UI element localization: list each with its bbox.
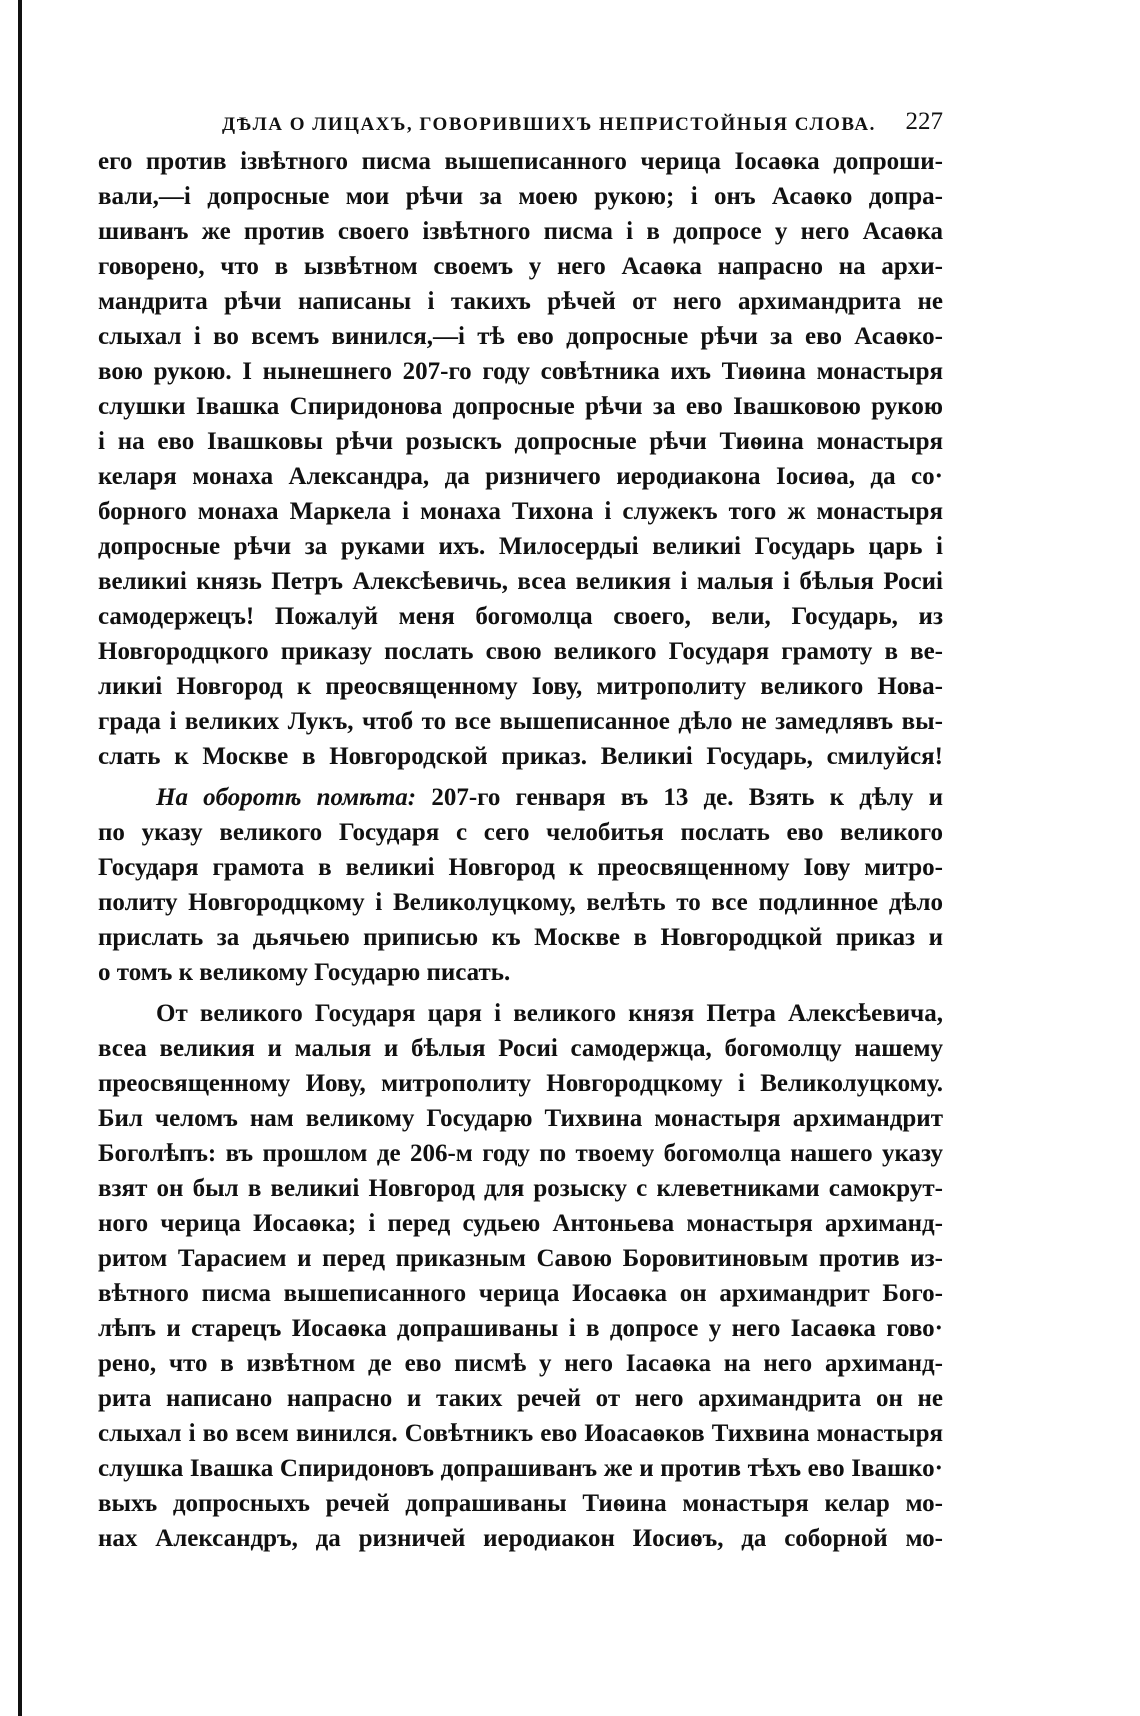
endorsement-label: На оборотѣ помѣта: xyxy=(156,784,417,811)
paragraph-1 xyxy=(98,144,943,774)
page-number: 227 xyxy=(905,108,943,135)
page-header xyxy=(98,108,943,144)
text-line: великиі князь Петръ Алексѣевичь, всеа великия і малыя і бѣлыя Росиі xyxy=(98,568,943,595)
paragraph-2-endorsement xyxy=(98,780,943,990)
page-body xyxy=(98,144,943,1556)
page-edge-rule xyxy=(18,0,22,1716)
text-line: о томъ к великому Государю писать. xyxy=(98,959,511,986)
text-line: слыхал і во всемъ винился,—і тѣ ево допросные рѣчи за ево Асаѳко- xyxy=(98,323,943,350)
text-line xyxy=(98,780,943,815)
text-line: ликиі Новгород к преосвященному Іову, митрополиту великого Нова- xyxy=(98,673,943,700)
text-line: ритом Тарасием и перед приказным Савою Боровитиновым против из- xyxy=(98,1245,943,1272)
book-page xyxy=(98,108,943,1556)
paragraph-3 xyxy=(98,996,943,1556)
text-line: і на ево Івашковы рѣчи розыскъ допросные рѣчи Тиѳина монастыря xyxy=(98,428,943,455)
text-line: взят он был в великиі Новгород для розыску с клеветниками самокрут- xyxy=(98,1175,943,1202)
text-line: допросные рѣчи за руками ихъ. Милосердыі великиі Государь царь і xyxy=(98,533,943,560)
text-line: всеа великия и малыя и бѣлыя Росиі самодержца, богомолцу нашему xyxy=(98,1035,943,1062)
text-line: вѣтного писма вышеписанного черица Иосаѳка он архимандрит Бого- xyxy=(98,1280,943,1307)
text-line: рено, что в извѣтном де ево писмѣ у него Іасаѳка на него архиманд- xyxy=(98,1350,943,1377)
text-line: слать к Москве в Новгородской приказ. Великиі Государь, смилуйся! xyxy=(98,743,943,770)
text-line: говорено, что в ызвѣтном своемъ у него Асаѳка напрасно на архи- xyxy=(98,253,943,280)
text-line: От великого Государя царя і великого князя Петра Алексѣевича, xyxy=(156,1000,943,1027)
text-line: града і великих Лукъ, чтоб то все вышеписанное дѣло не замедлявъ вы- xyxy=(98,708,943,735)
text-line: Новгородцкого приказу послать свою великого Государя грамоту в ве- xyxy=(98,638,943,665)
text-line: Государя грамота в великиі Новгород к преосвященному Іову митро- xyxy=(98,854,943,881)
running-head: ДѢЛА О ЛИЦАХЪ, ГОВОРИВШИХЪ НЕПРИСТОЙНЫЯ СЛОВА. xyxy=(222,114,876,135)
endorsement-text: 207-го генваря въ 13 де. Взять к дѣлу и xyxy=(431,784,943,811)
text-line: выхъ допросныхъ речей допрашиваны Тиѳина монастыря келар мо- xyxy=(98,1490,943,1517)
text-line: шиванъ же против своего ізвѣтного писма і в допросе у него Асаѳка xyxy=(98,218,943,245)
text-line: слушки Івашка Спиридонова допросные рѣчи за ево Івашковою рукою xyxy=(98,393,943,420)
text-line: преосвященному Иову, митрополиту Новгородцкому і Великолуцкому. xyxy=(98,1070,943,1097)
text-line: по указу великого Государя с сего челобитья послать ево великого xyxy=(98,819,943,846)
text-line: вою рукою. І нынешнего 207-го году совѣтника ихъ Тиѳина монастыря xyxy=(98,358,943,385)
text-line: слыхал і во всем винился. Совѣтникъ ево Иоасаѳков Тихвина монастыря xyxy=(98,1420,943,1447)
text-line: слушка Івашка Спиридоновъ допрашиванъ же и против тѣхъ ево Івашко· xyxy=(98,1455,943,1482)
text-line: Боголѣпъ: въ прошлом де 206-м году по твоему богомолца нашего указу xyxy=(98,1140,943,1167)
text-line: нах Александръ, да ризничей иеродиакон Иосиѳъ, да соборной мо- xyxy=(98,1525,943,1552)
text-line: борного монаха Маркела і монаха Тихона і служекъ того ж монастыря xyxy=(98,498,943,525)
text-line: мандрита рѣчи написаны і такихъ рѣчей от него архимандрита не xyxy=(98,288,943,315)
text-line: лѣпъ и старецъ Иосаѳка допрашиваны і в допросе у него Іасаѳка гово· xyxy=(98,1315,943,1342)
text-line: политу Новгородцкому і Великолуцкому, велѣть то все подлинное дѣло xyxy=(98,889,943,916)
text-line: вали,—і допросные мои рѣчи за моею рукою; і онъ Асаѳко допра- xyxy=(98,183,943,210)
text-line: самодержецъ! Пожалуй меня богомолца своего, вели, Государь, из xyxy=(98,603,943,630)
text-line: прислать за дьячьею приписью къ Москве в Новгородцкой приказ и xyxy=(98,924,943,951)
text-line: Бил челомъ нам великому Государю Тихвина монастыря архимандрит xyxy=(98,1105,943,1132)
text-line: его против ізвѣтного писма вышеписанного черица Іосаѳка допроши- xyxy=(98,148,943,175)
text-line: келаря монаха Александра, да ризничего иеродиакона Іосиѳа, да со· xyxy=(98,463,943,490)
text-line: рита написано напрасно и таких речей от него архимандрита он не xyxy=(98,1385,943,1412)
text-line: ного черица Иосаѳка; і перед судьею Антоньева монастыря архиманд- xyxy=(98,1210,943,1237)
